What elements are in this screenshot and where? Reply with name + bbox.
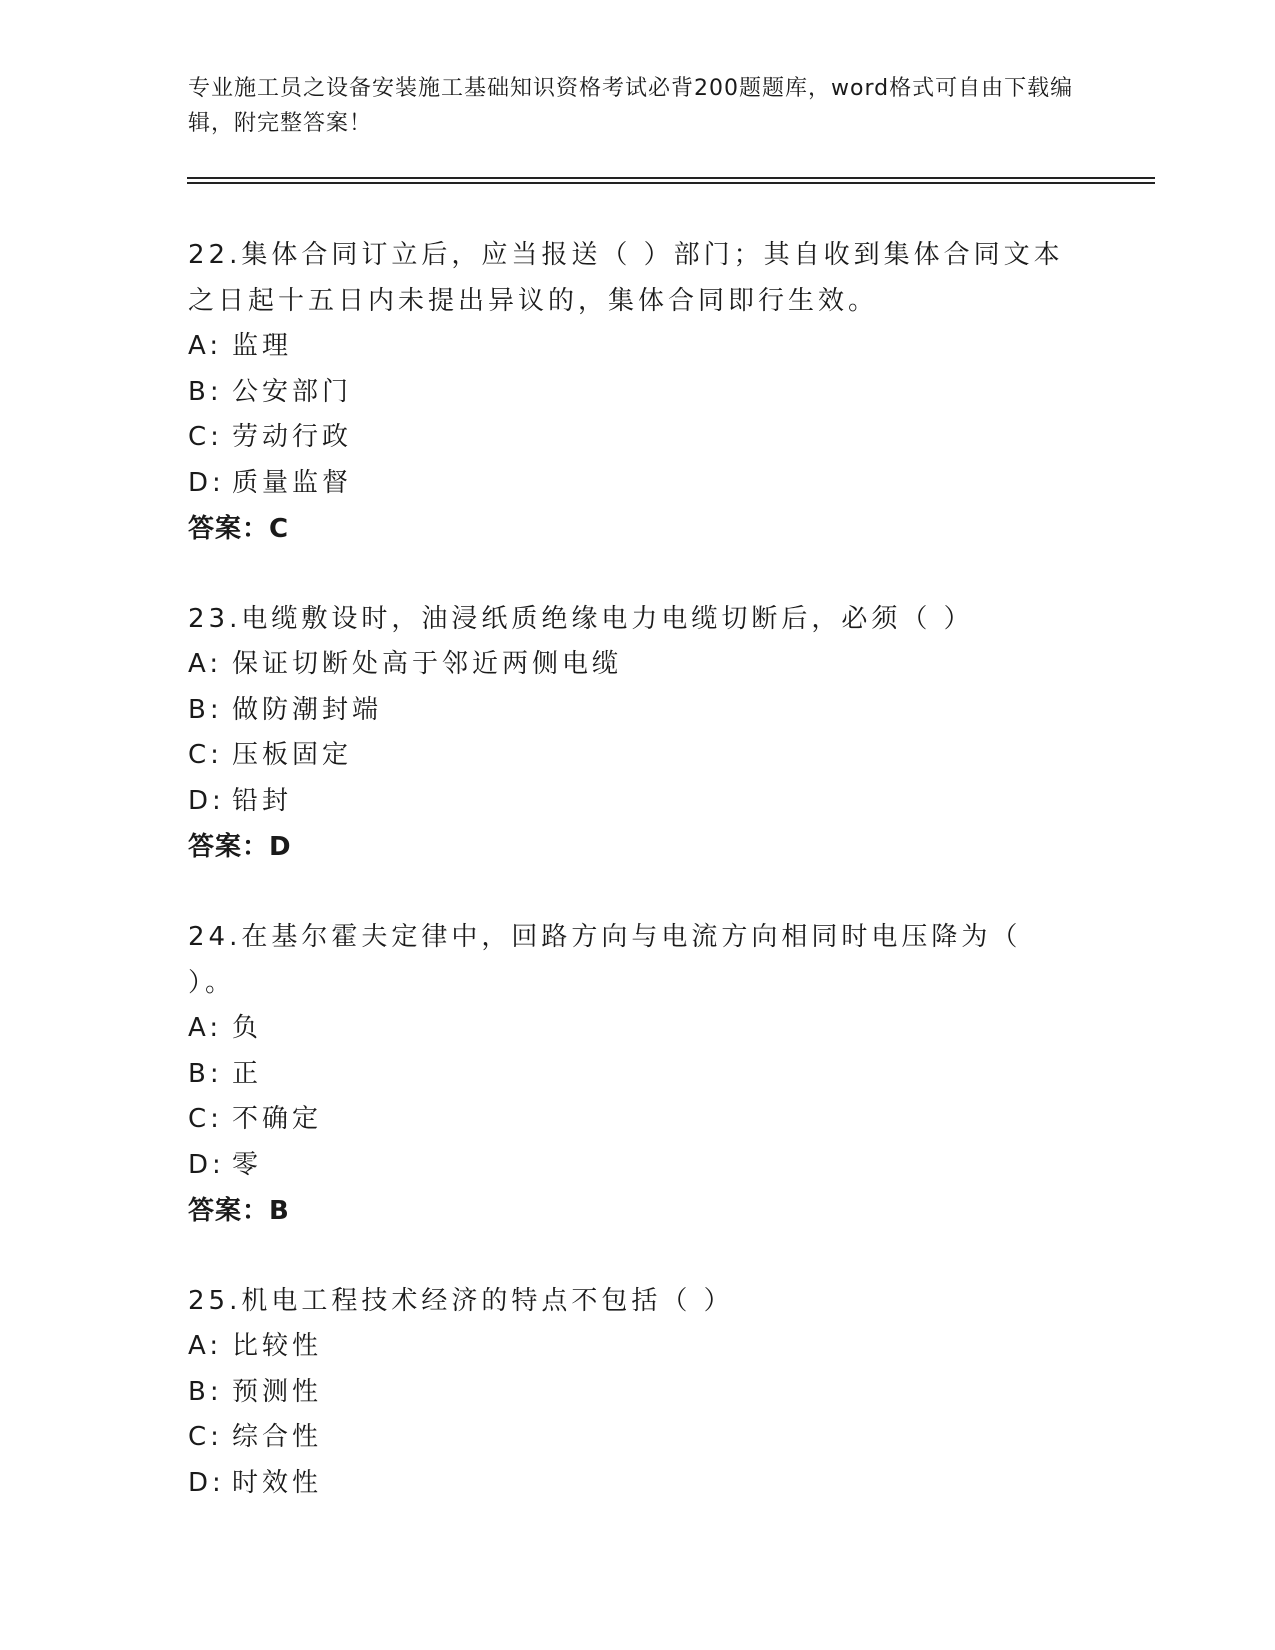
option-text: 正 — [232, 1058, 263, 1089]
option-b — [188, 1052, 1148, 1098]
option-text: 零 — [232, 1149, 263, 1180]
option-text: 做防潮封端 — [232, 694, 383, 725]
option-d — [188, 1461, 1148, 1507]
option-text: 综合性 — [232, 1422, 323, 1452]
option-key: D: — [188, 1149, 225, 1180]
answer-line: 答案：B — [188, 1196, 290, 1226]
option-a — [188, 642, 1148, 688]
question-stem: 23.电缆敷设时，油浸纸质绝缘电力电缆切断后，必须（ ） — [188, 604, 974, 634]
option-text: 负 — [232, 1013, 263, 1043]
option-key: D: — [188, 1467, 225, 1498]
option-key: C: — [188, 1422, 223, 1452]
option-text: 铅封 — [232, 785, 293, 816]
option-text: 保证切断处高于邻近两侧电缆 — [232, 649, 623, 679]
question-25 — [188, 1278, 1148, 1506]
answer-line: 答案：D — [188, 832, 292, 862]
question-stem: 25.机电工程技术经济的特点不包括（ ） — [188, 1286, 734, 1316]
option-key: A: — [188, 331, 223, 361]
document-header: 专业施工员之设备安装施工基础知识资格考试必背200题题库，word格式可自由下载编辑，附完整答案！ — [188, 76, 1074, 136]
header-divider-top — [187, 177, 1155, 179]
option-key: B: — [188, 376, 223, 407]
question-list — [188, 232, 1148, 1550]
header-divider-bottom — [187, 182, 1155, 184]
option-b — [188, 370, 1148, 416]
question-24 — [188, 914, 1148, 1234]
option-key: B: — [188, 694, 223, 725]
option-c — [188, 415, 1148, 461]
option-key: A: — [188, 1013, 223, 1043]
option-key: B: — [188, 1376, 223, 1407]
option-d — [188, 1143, 1148, 1189]
option-text: 劳动行政 — [232, 422, 353, 452]
answer-line: 答案：C — [188, 514, 290, 544]
option-d — [188, 461, 1148, 507]
option-c — [188, 1415, 1148, 1461]
option-key: C: — [188, 740, 223, 770]
option-text: 不确定 — [232, 1104, 323, 1134]
option-key: A: — [188, 649, 223, 679]
option-key: C: — [188, 1104, 223, 1134]
option-b — [188, 688, 1148, 734]
option-key: C: — [188, 422, 223, 452]
option-c — [188, 1097, 1148, 1143]
option-b — [188, 1370, 1148, 1416]
option-key: D: — [188, 785, 225, 816]
option-c — [188, 733, 1148, 779]
option-text: 预测性 — [232, 1376, 323, 1407]
option-key: D: — [188, 467, 225, 498]
question-stem: 22.集体合同订立后，应当报送（ ）部门；其自收到集体合同文本之日起十五日内未提出异议的，集体合同即行生效。 — [188, 240, 1064, 316]
question-23 — [188, 596, 1148, 870]
option-a — [188, 324, 1148, 370]
option-text: 公安部门 — [232, 376, 353, 407]
option-text: 压板固定 — [232, 740, 353, 770]
option-d — [188, 779, 1148, 825]
option-a — [188, 1324, 1148, 1370]
option-text: 质量监督 — [232, 467, 353, 498]
option-text: 比较性 — [232, 1331, 323, 1361]
question-22 — [188, 232, 1148, 552]
option-text: 时效性 — [232, 1467, 323, 1498]
option-key: B: — [188, 1058, 223, 1089]
option-text: 监理 — [232, 331, 293, 361]
question-stem: 24.在基尔霍夫定律中，回路方向与电流方向相同时电压降为（ ）。 — [188, 922, 1022, 998]
option-key: A: — [188, 1331, 223, 1361]
option-a — [188, 1006, 1148, 1052]
